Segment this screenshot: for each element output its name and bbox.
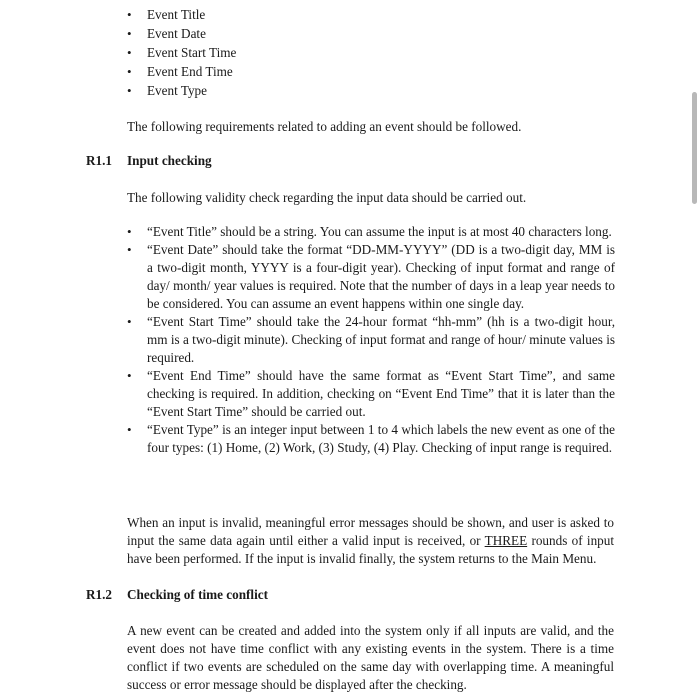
bullet-icon: • xyxy=(127,64,132,79)
event-fields-list xyxy=(127,5,647,100)
list-item: • “Event Start Time” should take the 24-hour format “hh-mm” (hh is a two-digit hour, mm is a two-digit minute). Checking of input format and range of hour/ minute values is required. xyxy=(127,314,615,365)
invalid-input-paragraph: When an input is invalid, meaningful error messages should be shown, and user is asked to input the same data again until either a valid input is received, or THREE rounds of input have been performed. If the input is invalid finally, the system returns to the Main Menu. xyxy=(127,515,615,566)
bullet-icon: • xyxy=(127,314,132,329)
bullet-icon: • xyxy=(127,242,132,257)
vertical-scrollbar[interactable] xyxy=(692,92,697,204)
list-item: • “Event Title” should be a string. You can assume the input is at most 40 characters long. xyxy=(127,224,612,239)
requirements-intro: The following requirements related to adding an event should be followed. xyxy=(127,119,522,134)
list-item: • Event Type xyxy=(127,83,207,98)
bullet-icon: • xyxy=(127,26,132,41)
time-conflict-paragraph: A new event can be created and added into the system only if all inputs are valid, and the event does not have time conflict with any existing events in the system. There is a time conflict if two events are scheduled on the same day with overlapping time. A meaningful success or error message should be displayed after the checking. xyxy=(127,623,614,692)
list-item: • Event Title xyxy=(127,7,206,22)
list-item: • “Event Date” should take the format “DD-MM-YYYY” (DD is a two-digit day, MM is a two-digit month, YYYY is a four-digit year). Checking of input format and range of day/ month/ year values is required. Note that the number of days in a leap year needs to be considered. You can assume an event happens within one single day. xyxy=(127,242,615,311)
input-check-intro: The following validity check regarding the input data should be carried out. xyxy=(127,190,527,205)
bullet-icon: • xyxy=(127,368,132,383)
section-number-r1-1: R1.1 xyxy=(86,153,113,168)
list-item: • Event Start Time xyxy=(127,45,237,60)
bullet-icon: • xyxy=(127,7,132,22)
bullet-icon: • xyxy=(127,83,132,98)
list-item: • “Event Type” is an integer input between 1 to 4 which labels the new event as one of the four types: (1) Home, (2) Work, (3) Study, (4) Play. Checking of input range is required. xyxy=(127,422,615,455)
list-item: • Event Date xyxy=(127,26,206,41)
list-item: • “Event End Time” should have the same format as “Event Start Time”, and same checking is required. In addition, checking on “Event End Time” that it is later than the “Event Start Time” should be carried out. xyxy=(127,368,615,419)
list-item: • Event End Time xyxy=(127,64,233,79)
emphasis-three: THREE xyxy=(484,533,528,548)
bullet-icon: • xyxy=(127,45,132,60)
bullet-icon: • xyxy=(127,224,132,239)
section-title-r1-1: Input checking xyxy=(127,153,212,168)
section-title-r1-2: Checking of time conflict xyxy=(127,587,269,602)
validity-check-list xyxy=(127,223,615,457)
section-number-r1-2: R1.2 xyxy=(86,587,113,602)
bullet-icon: • xyxy=(127,422,132,437)
